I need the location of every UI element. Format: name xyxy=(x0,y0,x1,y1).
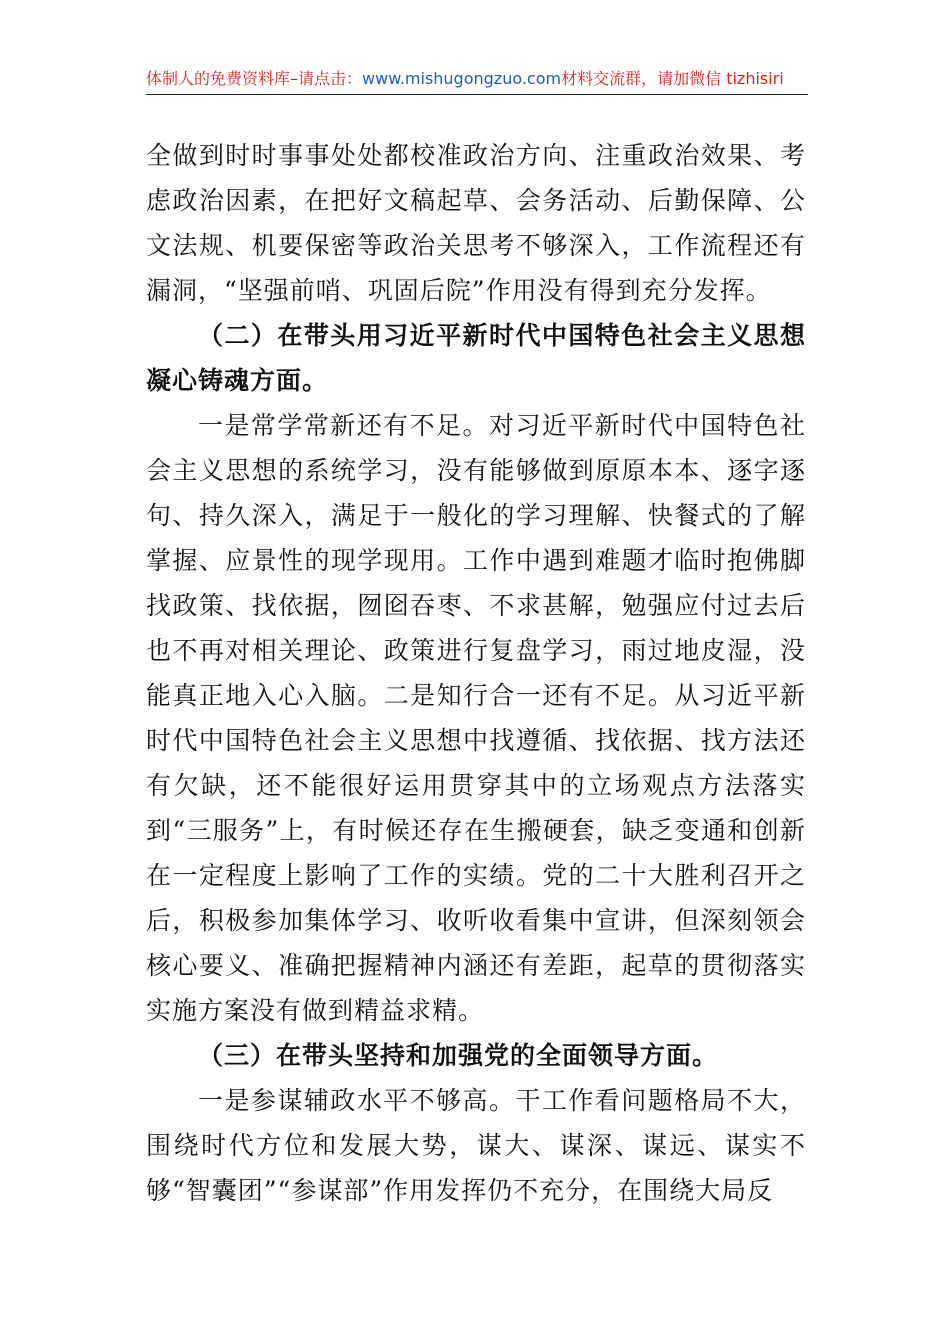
paragraph-study-shortcomings: 一是常学常新还有不足。对习近平新时代中国特色社会主义思想的系统学习，没有能够做到原原本本、逐字逐句、持久深入，满足于一般化的学习理解、快餐式的了解掌握、应景性的现学现用。工作中遇到难题才临时抱佛脚找政策、找依据，囫囵吞枣、不求甚解，勉强应付过去后也不再对相关理论、政策进行复盘学习，雨过地皮湿，没能真正地入心入脑。二是知行合一还有不足。从习近平新时代中国特色社会主义思想中找遵循、找依据、找方法还有欠缺，还不能很好运用贯穿其中的立场观点方法落实到“三服务”上，有时候还存在生搬硬套，缺乏变通和创新在一定程度上影响了工作的实绩。党的二十大胜利召开之后，积极参加集体学习、收听收看集中宣讲，但深刻领会核心要义、准确把握精神内涵还有差距，起草的贯彻落实实施方案没有做到精益求精。 xyxy=(146,411,806,1025)
section-heading-two: （二）在带头用习近平新时代中国特色社会主义思想凝心铸魂方面。 xyxy=(146,321,806,395)
section-heading-three: （三）在带头坚持和加强党的全面领导方面。 xyxy=(198,1041,719,1070)
page-header xyxy=(146,66,808,92)
paragraph-continuation: 全做到时时事事处处都校准政治方向、注重政治效果、考虑政治因素，在把好文稿起草、会务活动、后勤保障、公文法规、机要保密等政治关思考不够深入，工作流程还有漏洞，“坚强前哨、巩固后院”作用没有得到充分发挥。 xyxy=(146,141,806,305)
header-prefix: –请点击： xyxy=(290,69,363,88)
header-website-link[interactable]: www.mishugongzuo.com xyxy=(362,69,562,88)
paragraph-advisory-level: 一是参谋辅政水平不够高。干工作看问题格局不大，围绕时代方位和发展大势，谋大、谋深、谋远、谋实不够“智囊团”“参谋部”作用发挥仍不充分，在围绕大局反 xyxy=(146,1086,806,1205)
header-divider xyxy=(146,94,808,95)
header-brand: 体制人的免费资料库 xyxy=(146,69,291,88)
header-contact-text: 材料交流群，请加微信 tizhisiri xyxy=(561,69,784,88)
document-body xyxy=(146,133,806,1213)
